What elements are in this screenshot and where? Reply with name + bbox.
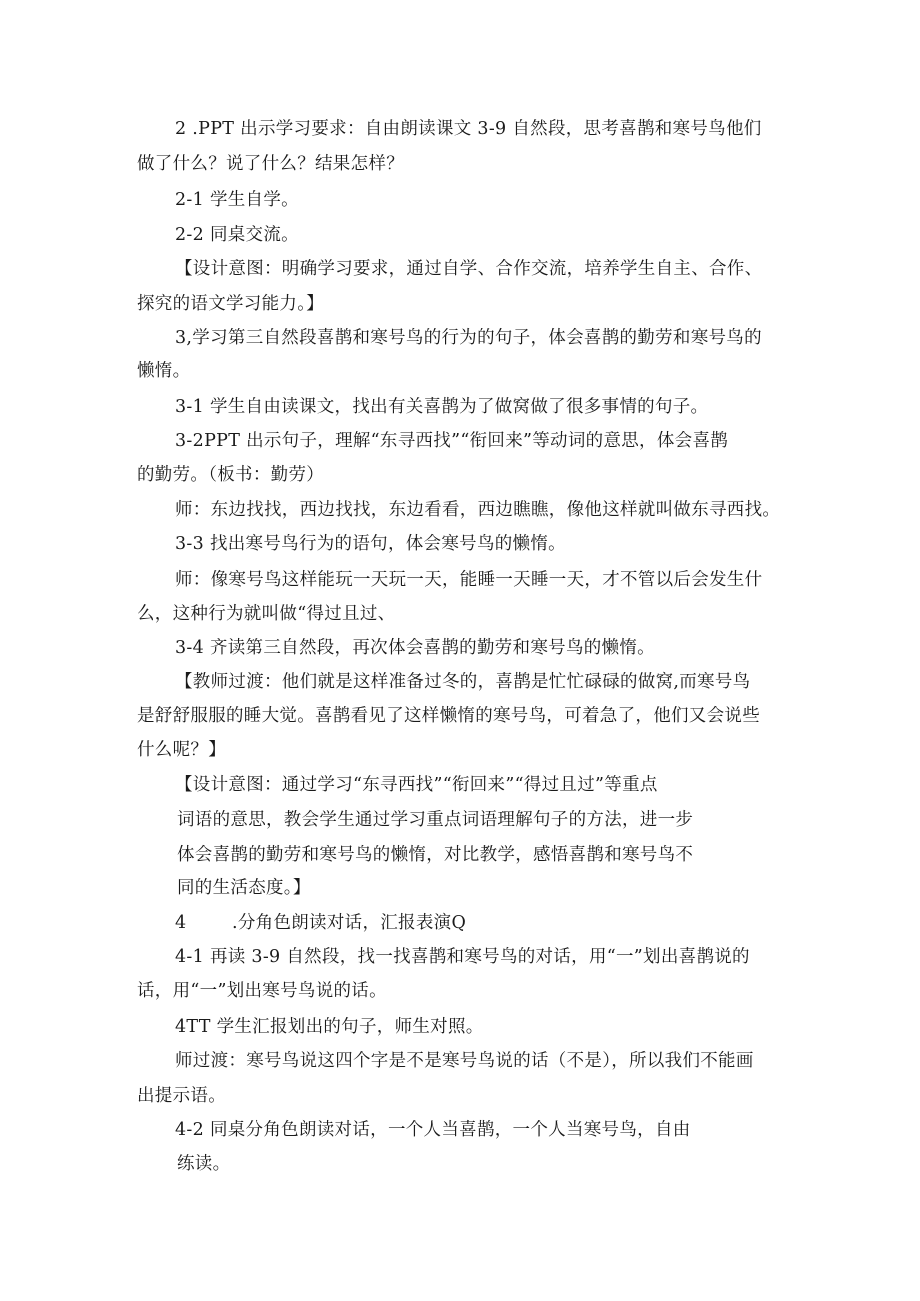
paragraph-line: 4TT 学生汇报划出的句子，师生对照。	[175, 1017, 484, 1037]
paragraph-line: 4-2 同桌分角色朗读对话，一个人当喜鹊，一个人当寒号鸟，自由	[175, 1120, 691, 1140]
paragraph-line: 是舒舒服服的睡大觉。喜鹊看见了这样懒惰的寒号鸟，可着急了，他们又会说些	[137, 706, 760, 726]
paragraph-line: 什么呢？】	[137, 740, 226, 760]
paragraph-line: 同的生活态度。】	[177, 878, 311, 898]
paragraph-line: 2-1 学生自学。	[175, 190, 299, 210]
paragraph-line: 【设计意图：通过学习“东寻西找”“衔回来”“得过且过”等重点	[175, 775, 658, 795]
paragraph-line: 3,学习第三自然段喜鹊和寒号鸟的行为的句子，体会喜鹊的勤劳和寒号鸟的	[175, 328, 762, 348]
paragraph-line: 3-4 齐读第三自然段，再次体会喜鹊的勤劳和寒号鸟的懒惰。	[175, 638, 655, 658]
paragraph-line: 【设计意图：明确学习要求，通过自学、合作交流，培养学生自主、合作、	[175, 259, 763, 279]
paragraph-line: 师：像寒号鸟这样能玩一天玩一天，能睡一天睡一天，才不管以后会发生什	[175, 570, 763, 590]
paragraph-line: 【教师过渡：他们就是这样准备过冬的，喜鹊是忙忙碌碌的做窝,而寒号鸟	[175, 672, 751, 692]
paragraph-line: 出提示语。	[137, 1086, 226, 1106]
paragraph-line: 么，这种行为就叫做“得过且过、	[137, 604, 396, 624]
paragraph-line: 2-2 同桌交流。	[175, 225, 299, 245]
paragraph-line: 练读。	[177, 1154, 231, 1174]
paragraph-line: 探究的语文学习能力。】	[137, 294, 325, 314]
paragraph-line: 3-2PPT 出示句子，理解“东寻西找”“衔回来”等动词的意思，体会喜鹊	[175, 431, 729, 451]
paragraph-line: 体会喜鹊的勤劳和寒号鸟的懒惰，对比教学，感悟喜鹊和寒号鸟不	[177, 845, 694, 865]
paragraph-line: 做了什么？说了什么？结果怎样？	[137, 154, 404, 174]
paragraph-line: 师过渡：寒号鸟说这四个字是不是寒号鸟说的话（不是），所以我们不能画	[175, 1051, 754, 1071]
paragraph-line: 的勤劳。（板书：勤劳）	[137, 465, 325, 485]
paragraph-line: 2 .PPT 出示学习要求：自由朗读课文 3-9 自然段，思考喜鹊和寒号鸟他们	[175, 119, 762, 139]
paragraph-line: 3-3 找出寒号鸟行为的语句，体会寒号鸟的懒惰。	[175, 534, 566, 554]
paragraph-line: 3-1 学生自由读课文，找出有关喜鹊为了做窝做了很多事情的句子。	[175, 397, 709, 417]
section-heading: .分角色朗读对话，汇报表演Q	[232, 913, 467, 933]
paragraph-line: 话，用“一”划出寒号鸟说的话。	[137, 981, 387, 1001]
paragraph-line: 词语的意思，教会学生通过学习重点词语理解句子的方法，进一步	[177, 810, 694, 830]
section-number: 4	[175, 913, 187, 933]
paragraph-line: 懒惰。	[137, 361, 191, 381]
paragraph-line: 4-1 再读 3-9 自然段，找一找喜鹊和寒号鸟的对话，用“一”划出喜鹊说的	[175, 947, 750, 967]
paragraph-line: 师：东边找找，西边找找，东边看看，西边瞧瞧，像他这样就叫做东寻西找。	[175, 500, 781, 520]
